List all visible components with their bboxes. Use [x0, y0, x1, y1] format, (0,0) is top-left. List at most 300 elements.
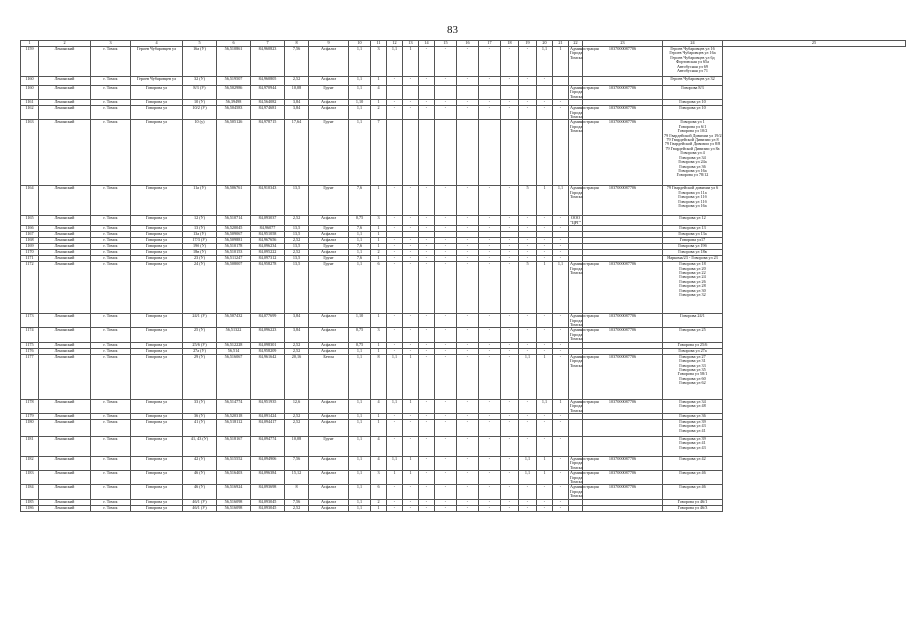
- table-cell: Говорова ул: [131, 226, 183, 232]
- address-line: Говорова ул 43: [679, 423, 706, 429]
- table-cell: -: [479, 250, 501, 256]
- table-cell: 1161: [21, 100, 39, 106]
- table-cell: [583, 216, 663, 226]
- table-cell: -: [501, 499, 519, 505]
- table-cell: Говорова ул: [131, 250, 183, 256]
- table-cell: Ленинский: [39, 238, 91, 244]
- address-line: Говорова ул 28: [679, 283, 706, 289]
- table-cell: 56,514: [217, 348, 251, 354]
- address-line: Наркома/23 - Говорова ул 23: [667, 255, 718, 261]
- table-cell: 56,514774: [217, 399, 251, 413]
- table-cell: [419, 120, 435, 186]
- table-row: [21, 186, 906, 216]
- address-list-cell: [663, 262, 723, 314]
- address-line: Говорова ул 43: [679, 444, 706, 450]
- table-cell: 7,56: [285, 456, 309, 470]
- table-cell: 1,1: [349, 250, 371, 256]
- table-cell: 1,1: [349, 505, 371, 511]
- table-cell: 1183: [21, 471, 39, 485]
- table-cell: 1,1: [349, 471, 371, 485]
- table-cell: 1,1: [387, 399, 403, 413]
- table-cell: 2,52: [285, 505, 309, 511]
- address-line: Говорова ул 35: [679, 366, 706, 372]
- table-cell: 1,10: [349, 314, 371, 328]
- table-cell: -: [501, 47, 519, 77]
- table-cell: г. Томск: [91, 100, 131, 106]
- table-cell: 1: [537, 471, 553, 485]
- table-cell: -: [419, 216, 435, 226]
- table-cell: Администрация Города Томска: [570, 327, 599, 342]
- table-cell: 24/1 (У): [183, 314, 217, 328]
- table-cell: 4: [371, 86, 387, 100]
- table-cell: -: [537, 328, 553, 342]
- table-cell: 1: [371, 314, 387, 328]
- column-header: 16: [457, 41, 479, 47]
- table-cell: Ленинский: [39, 186, 91, 216]
- table-cell: 84,951058: [251, 232, 285, 238]
- table-cell: 46 (У): [183, 471, 217, 485]
- table-cell: 84,910343: [251, 186, 285, 216]
- table-cell: Ленинский: [39, 485, 91, 499]
- table-cell: Говорова ул: [131, 485, 183, 499]
- table-cell: -: [419, 314, 435, 328]
- table-cell: -: [419, 226, 435, 232]
- table-cell: -: [419, 328, 435, 342]
- table-cell: 56,51322: [217, 328, 251, 342]
- address-line: Говорова ул 62: [679, 380, 706, 386]
- table-cell: -: [387, 342, 403, 348]
- table-cell: -: [553, 238, 569, 244]
- table-cell: -: [387, 77, 403, 86]
- table-cell: 84,091424: [251, 413, 285, 419]
- table-cell: Асфальт: [309, 238, 349, 244]
- table-cell: -: [553, 226, 569, 232]
- table-cell: 1,1: [349, 399, 371, 413]
- table-cell: -: [403, 77, 419, 86]
- address-line: Говорова ул 46/3: [677, 504, 708, 510]
- table-cell: 12 (У): [183, 216, 217, 226]
- table-cell: -: [419, 186, 435, 216]
- table-cell: -: [553, 244, 569, 250]
- table-cell: 4: [371, 436, 387, 456]
- table-cell: г. Томск: [91, 244, 131, 250]
- table-cell: -: [501, 186, 519, 216]
- table-cell: -: [457, 485, 479, 499]
- address-line: Фортовская ул 65а: [675, 59, 709, 65]
- table-cell: 7,56: [285, 499, 309, 505]
- address-line: Говорова ул 27а: [678, 347, 707, 353]
- table-cell: 56,516403: [217, 471, 251, 485]
- table-cell: -: [519, 250, 537, 256]
- table-cell: г. Томск: [91, 106, 131, 120]
- table-cell: Ленинский: [39, 216, 91, 226]
- table-cell: 1037000087706: [583, 106, 663, 120]
- table-row: [21, 354, 906, 399]
- table-cell: 56,509067: [217, 232, 251, 238]
- table-cell: 3: [371, 47, 387, 77]
- address-line: Говорова ул 13а: [678, 231, 707, 237]
- address-line: Говорова ул 10: [679, 105, 706, 111]
- table-cell: -: [479, 106, 501, 120]
- column-header: 21: [553, 41, 569, 47]
- table-cell: -: [387, 216, 403, 226]
- table-cell: Администрация Города Томска: [569, 120, 583, 186]
- table-cell: Асфальт: [309, 342, 349, 348]
- table-cell: 23 (У): [183, 256, 217, 262]
- table-cell: 1: [371, 419, 387, 436]
- table-cell: -: [419, 47, 435, 77]
- table-cell: -: [537, 226, 553, 232]
- table-cell: -: [553, 456, 569, 470]
- table-cell: 32 (У): [183, 77, 217, 86]
- table-cell: -: [387, 186, 403, 216]
- table-cell: 1,1: [349, 419, 371, 436]
- table-cell: 1160: [21, 86, 39, 100]
- table-cell: -: [537, 505, 553, 511]
- table-cell: Героев Чубаровцев ул: [131, 47, 183, 77]
- table-cell: -: [519, 505, 537, 511]
- table-cell: 3,84: [285, 106, 309, 120]
- table-cell: -: [387, 328, 403, 342]
- table-cell: 1,1: [387, 456, 403, 470]
- table-cell: -: [419, 262, 435, 314]
- address-line: 79 Гвардейской Дивизии ул 8: [666, 137, 719, 143]
- table-cell: -: [519, 342, 537, 348]
- table-cell: 15,12: [285, 471, 309, 485]
- table-cell: 1,1: [553, 262, 569, 314]
- table-cell: -: [553, 100, 569, 106]
- table-cell: Администрация Города Томска: [570, 455, 599, 470]
- table-cell: -: [553, 250, 569, 256]
- table-cell: -: [479, 399, 501, 413]
- table-cell: -: [403, 499, 419, 505]
- table-cell: 1: [553, 399, 569, 413]
- table-row: [21, 120, 906, 186]
- table-cell: -: [537, 238, 553, 244]
- table-cell: 13,5: [285, 244, 309, 250]
- table-cell: 13,5: [285, 232, 309, 238]
- table-row: [21, 314, 906, 328]
- address-list-cell: [663, 314, 723, 328]
- table-cell: -: [479, 100, 501, 106]
- address-line: Говорова ул 39: [679, 418, 706, 424]
- address-line: Говорова ул 46: [679, 484, 706, 490]
- table-cell: 20,16: [285, 354, 309, 399]
- address-line: Говорова ул 46: [679, 470, 706, 476]
- table-cell: [479, 86, 501, 100]
- table-cell: -: [479, 485, 501, 499]
- table-cell: 13,5: [285, 226, 309, 232]
- table-cell: Ленинский: [39, 262, 91, 314]
- address-line: Говорова ул 33: [679, 362, 706, 368]
- table-cell: 7: [371, 120, 387, 186]
- table-cell: -: [501, 456, 519, 470]
- table-cell: 1165: [21, 216, 39, 226]
- table-cell: -: [457, 328, 479, 342]
- table-cell: -: [403, 186, 419, 216]
- table-cell: 1,1: [537, 399, 553, 413]
- table-cell: -: [553, 216, 569, 226]
- address-line: Героев Чубаровцев ул 6д: [670, 54, 715, 60]
- table-cell: -: [419, 100, 435, 106]
- address-line: Говорова ул 20: [679, 265, 706, 271]
- address-line: Говорова 8/3: [681, 85, 704, 90]
- table-cell: 1178: [21, 399, 39, 413]
- table-cell: 1166: [21, 226, 39, 232]
- table-cell: -: [387, 256, 403, 262]
- table-cell: Асфальт: [309, 100, 349, 106]
- table-cell: Асфальт: [309, 47, 349, 77]
- table-cell: -: [435, 244, 457, 250]
- table-cell: -: [419, 348, 435, 354]
- table-cell: -: [387, 485, 403, 499]
- table-cell: Ленинский: [39, 250, 91, 256]
- table-cell: 1,1: [349, 238, 371, 244]
- table-cell: 10 (у): [183, 120, 217, 186]
- table-cell: 56,507432: [217, 314, 251, 328]
- table-cell: -: [387, 262, 403, 314]
- table-cell: г. Томск: [91, 314, 131, 328]
- table-cell: -: [537, 100, 553, 106]
- table-row: [21, 485, 906, 499]
- table-cell: -: [419, 436, 435, 456]
- table-cell: -: [479, 456, 501, 470]
- table-cell: г. Томск: [91, 456, 131, 470]
- table-cell: 13,5: [285, 186, 309, 216]
- table-row: [21, 262, 906, 314]
- table-cell: -: [479, 216, 501, 226]
- address-line: Говорова ул 12: [679, 215, 706, 221]
- table-cell: -: [479, 238, 501, 244]
- table-cell: г. Томск: [91, 186, 131, 216]
- table-cell: -: [435, 186, 457, 216]
- table-cell: 1,1: [387, 354, 403, 399]
- table-cell: -: [419, 413, 435, 419]
- table-cell: 1: [371, 232, 387, 238]
- table-cell: -: [419, 354, 435, 399]
- table-cell: Асфальт: [309, 505, 349, 511]
- table-cell: Ленинский: [39, 86, 91, 100]
- table-cell: -: [457, 226, 479, 232]
- table-cell: Говорова ул: [131, 328, 183, 342]
- table-cell: г. Томск: [91, 47, 131, 77]
- table-cell: -: [479, 47, 501, 77]
- table-cell: 13а (У): [183, 232, 217, 238]
- table-cell: 46 (У): [183, 485, 217, 499]
- address-line: Говорова ул 46/1: [677, 498, 708, 504]
- table-cell: 1037000087706: [583, 120, 663, 186]
- column-header: 1: [21, 41, 39, 47]
- table-cell: -: [435, 106, 457, 120]
- table-cell: -: [501, 354, 519, 399]
- table-cell: Ленинский: [39, 232, 91, 238]
- table-cell: 1168: [21, 238, 39, 244]
- address-line: Говорова ул 60: [679, 375, 706, 381]
- table-cell: -: [501, 262, 519, 314]
- table-cell: 56,510714: [217, 216, 251, 226]
- table-cell: -: [553, 505, 569, 511]
- table-cell: 8: [371, 354, 387, 399]
- table-cell: 1,1: [519, 471, 537, 485]
- table-cell: -: [457, 77, 479, 86]
- table-cell: -: [553, 413, 569, 419]
- table-cell: Ленинский: [39, 342, 91, 348]
- address-line: Говорова ул 10/2: [677, 128, 708, 134]
- table-cell: -: [553, 471, 569, 485]
- table-cell: -: [435, 226, 457, 232]
- table-cell: 1: [371, 256, 387, 262]
- table-cell: -: [479, 328, 501, 342]
- table-cell: 1180: [21, 419, 39, 436]
- address-line: Говорова ул 11б: [678, 194, 707, 200]
- table-cell: -: [419, 250, 435, 256]
- column-header: 2: [39, 41, 91, 47]
- table-cell: -: [553, 419, 569, 436]
- column-header: 11: [371, 41, 387, 47]
- column-header: 10: [349, 41, 371, 47]
- table-cell: 1: [403, 456, 419, 470]
- table-cell: -: [519, 106, 537, 120]
- table-cell: 84,097312: [251, 256, 285, 262]
- address-line: Говорова ул 36: [679, 412, 706, 418]
- table-cell: 1,1: [349, 86, 371, 100]
- table-cell: 56,510861: [217, 47, 251, 77]
- table-cell: [457, 86, 479, 100]
- table-cell: 56,504583: [217, 106, 251, 120]
- table-cell: 2,52: [285, 413, 309, 419]
- table-cell: 10/2 (У): [183, 106, 217, 120]
- table-cell: -: [479, 314, 501, 328]
- table-cell: 7,6: [349, 244, 371, 250]
- table-cell: 1: [387, 471, 403, 485]
- address-line: Говорова ул 26: [679, 278, 706, 284]
- table-cell: -: [501, 399, 519, 413]
- address-line: Говорова ул 18в: [678, 249, 707, 255]
- table-cell: Ленинский: [39, 505, 91, 511]
- table-cell: -: [537, 314, 553, 328]
- table-cell: 1037000087706: [583, 314, 663, 328]
- table-cell: Асфальт: [309, 106, 349, 120]
- table-cell: [583, 436, 663, 456]
- table-cell: -: [387, 226, 403, 232]
- table-cell: 56,515552: [217, 456, 251, 470]
- table-cell: 56,508007: [217, 262, 251, 314]
- address-line: Говорова ул 13: [679, 225, 706, 231]
- table-cell: 25 (У): [183, 328, 217, 342]
- table-cell: 1037000087706: [583, 186, 663, 216]
- table-cell: -: [457, 314, 479, 328]
- table-cell: 56,511247: [217, 256, 251, 262]
- address-list-cell: [663, 419, 723, 436]
- table-cell: 84,093037: [251, 216, 285, 226]
- column-header: 7: [251, 41, 285, 47]
- table-cell: 84,095222: [251, 250, 285, 256]
- address-list-cell: [663, 106, 723, 120]
- address-list-cell: [663, 399, 723, 413]
- table-cell: -: [479, 413, 501, 419]
- column-header: 9: [309, 41, 349, 47]
- table-row: [21, 505, 906, 511]
- table-cell: -: [553, 348, 569, 354]
- table-cell: 24 (У): [183, 262, 217, 314]
- table-cell: -: [537, 499, 553, 505]
- table-cell: г. Томск: [91, 471, 131, 485]
- table-cell: 18в (У): [183, 250, 217, 256]
- table-cell: г. Томск: [91, 256, 131, 262]
- table-cell: -: [457, 399, 479, 413]
- table-cell: -: [457, 216, 479, 226]
- table-cell: Говорова ул: [131, 456, 183, 470]
- address-line: Героев Чубаровцев ул 16а: [669, 50, 716, 56]
- table-cell: -: [403, 505, 419, 511]
- table-cell: 1: [537, 456, 553, 470]
- table-cell: -: [387, 505, 403, 511]
- register-table: [20, 40, 906, 512]
- table-cell: 56,516924: [217, 485, 251, 499]
- table-cell: 2,52: [285, 419, 309, 436]
- table-cell: -: [457, 354, 479, 399]
- address-line: Автобусная ул 69: [677, 63, 708, 69]
- table-cell: -: [501, 77, 519, 86]
- table-cell: 7,56: [285, 47, 309, 77]
- table-cell: г. Томск: [91, 216, 131, 226]
- table-cell: Грунт: [309, 120, 349, 186]
- address-line: Говорова ул 11а: [678, 189, 707, 195]
- table-cell: -: [519, 436, 537, 456]
- address-list-cell: [663, 120, 723, 186]
- table-cell: 84,961642: [251, 354, 285, 399]
- table-cell: Говорова ул: [131, 86, 183, 100]
- table-cell: -: [403, 250, 419, 256]
- table-cell: 13,5: [285, 256, 309, 262]
- table-cell: 1,1: [349, 77, 371, 86]
- table-cell: -: [553, 485, 569, 499]
- address-line: 79 Гвардейской Дивизии ул 8а: [665, 145, 720, 151]
- column-header: 5: [183, 41, 217, 47]
- table-cell: Ленинский: [39, 77, 91, 86]
- table-cell: Асфальт: [309, 471, 349, 485]
- table-cell: 1179: [21, 413, 39, 419]
- table-cell: -: [457, 456, 479, 470]
- table-cell: -: [501, 314, 519, 328]
- table-cell: 1,1: [387, 47, 403, 77]
- table-cell: Говорова ул: [131, 244, 183, 250]
- table-cell: -: [479, 186, 501, 216]
- table-cell: Ленинский: [39, 226, 91, 232]
- table-cell: г. Томск: [91, 226, 131, 232]
- table-cell: 56,509881: [217, 238, 251, 244]
- address-list-cell: [663, 505, 723, 511]
- table-cell: -: [479, 505, 501, 511]
- address-line: Говорова ул 42: [679, 455, 706, 461]
- table-cell: -: [435, 262, 457, 314]
- table-cell: г. Томск: [91, 505, 131, 511]
- table-cell: 0,75: [349, 342, 371, 348]
- table-cell: Говорова ул: [131, 314, 183, 328]
- table-cell: -: [553, 314, 569, 328]
- table-cell: -: [501, 244, 519, 250]
- table-cell: 56,506761: [217, 186, 251, 216]
- table-cell: г. Томск: [91, 342, 131, 348]
- table-cell: Ленинский: [39, 436, 91, 456]
- table-cell: 1: [371, 342, 387, 348]
- table-cell: -: [479, 354, 501, 399]
- table-cell: 1,1: [349, 499, 371, 505]
- table-cell: -: [479, 342, 501, 348]
- table-cell: 27а (У): [183, 348, 217, 354]
- table-cell: -: [501, 505, 519, 511]
- table-cell: 1162: [21, 106, 39, 120]
